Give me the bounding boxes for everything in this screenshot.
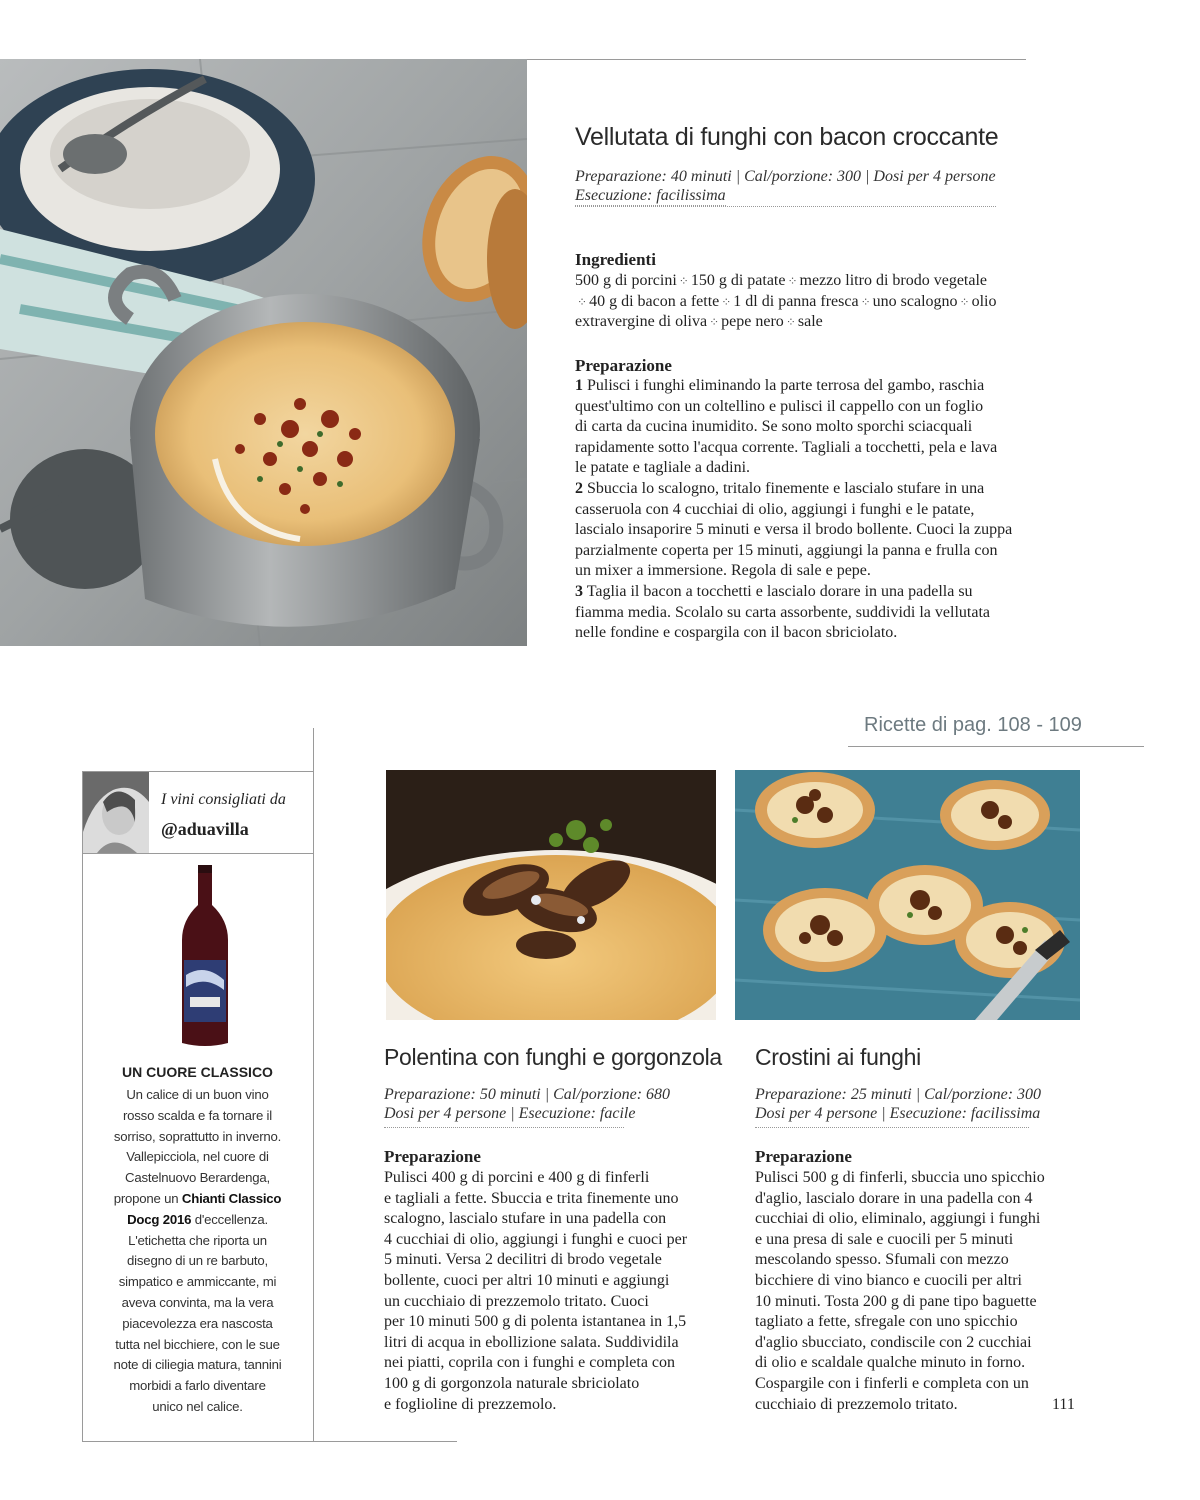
crostini-line: Cospargile con i finferli e completa con un bbox=[755, 1374, 1029, 1392]
crostini-line: di olio e scaldale qualche minuto in forno. bbox=[755, 1354, 1026, 1372]
ingredients-line-3 bbox=[575, 312, 1030, 333]
wine-description-line bbox=[82, 1085, 313, 1106]
step-text: fiamma media. Scolalo su carta assorbente, suddividi la vellutata bbox=[575, 603, 990, 621]
wine-text: sorriso, soprattutto in inverno. bbox=[113, 1128, 282, 1144]
top-recipe-meta-line1: Preparazione: 40 minuti | Cal/porzione: 300 | Dosi per 4 persone bbox=[575, 168, 996, 185]
top-recipe-title: Vellutata di funghi con bacon croccante bbox=[575, 123, 999, 151]
ingredient: 1 dl di panna fresca bbox=[733, 292, 859, 310]
ingredient: mezzo litro di brodo vegetale bbox=[799, 272, 988, 289]
wine-text: note di ciliegia matura, tannini bbox=[113, 1357, 282, 1373]
wine-text: Vallepicciola, nel cuore di bbox=[126, 1149, 269, 1165]
ingredients-heading: Ingredienti bbox=[575, 250, 656, 269]
crostini-line: 10 minuti. Tosta 200 g di pane tipo baguette bbox=[755, 1292, 1037, 1310]
page-number: 111 bbox=[1052, 1396, 1075, 1413]
avatar-portrait bbox=[83, 772, 149, 853]
crostini-line: cucchiaio di prezzemolo tritato. bbox=[755, 1395, 958, 1413]
crostini-meta-dots bbox=[755, 1123, 1029, 1128]
wine-description-line bbox=[82, 1397, 313, 1418]
crostini-line: tagliato a fette, sfregale con uno spicchio bbox=[755, 1313, 1018, 1331]
separator-icon: ⁘ bbox=[785, 315, 796, 330]
crostini-line: d'aglio sbucciato, condiscile con 2 cucchiai bbox=[755, 1333, 1032, 1351]
wine-name: Chianti Classico bbox=[181, 1190, 282, 1206]
wine-description-line bbox=[82, 1127, 313, 1148]
polentina-line: e tagliali a fette. Sbuccia e trita finemente uno bbox=[384, 1189, 679, 1207]
top-recipe-meta-line2: Esecuzione: facilissima bbox=[575, 187, 726, 204]
wine-description-line bbox=[82, 1251, 313, 1272]
wine-text: morbidi a farlo diventare bbox=[129, 1378, 266, 1394]
separator-icon: ⁘ bbox=[709, 315, 720, 330]
wine-bottle bbox=[180, 865, 230, 1047]
polentina-body bbox=[384, 1168, 724, 1415]
polentina-line: 100 g di gorgonzola naturale sbriciolato bbox=[384, 1374, 640, 1392]
polentina-line: e foglioline di prezzemolo. bbox=[384, 1395, 557, 1413]
section-rule bbox=[848, 746, 1144, 747]
crostini-illustration bbox=[735, 770, 1080, 1020]
polentina-line: 4 cucchiai di olio, aggiungi i funghi e cuoci per bbox=[384, 1230, 688, 1248]
separator-icon: ⁘ bbox=[787, 274, 798, 288]
crostini-title: Crostini ai funghi bbox=[755, 1044, 921, 1070]
polentina-line: bollente, cuoci per altri 10 minuti e aggiungi bbox=[384, 1271, 670, 1289]
polentina-title: Polentina con funghi e gorgonzola bbox=[384, 1044, 722, 1070]
crostini-meta-line1: Preparazione: 25 minuti | Cal/porzione: 300 bbox=[755, 1086, 1042, 1103]
ingredient: uno scalogno bbox=[872, 292, 958, 310]
wine-description bbox=[82, 1085, 313, 1418]
wine-name: Docg 2016 bbox=[127, 1211, 192, 1227]
wine-text: simpatico e ammiccante, mi bbox=[118, 1274, 277, 1290]
wine-description-line bbox=[82, 1147, 313, 1168]
ingredients-line-1 bbox=[575, 271, 1030, 292]
wine-text: Castelnuovo Berardenga, bbox=[125, 1170, 270, 1186]
ingredient: 500 g di porcini bbox=[575, 272, 677, 289]
step-text: rapidamente sotto l'acqua corrente. Tagliali a tocchetti, pela e lava bbox=[575, 438, 998, 456]
top-recipe-meta bbox=[575, 167, 996, 207]
polentina-line: un cucchiaio di prezzemolo tritato. Cuoci bbox=[384, 1292, 649, 1310]
wine-description-line bbox=[82, 1376, 313, 1397]
preparation-line bbox=[575, 417, 1035, 438]
crostini-photo bbox=[735, 770, 1080, 1020]
wine-text: rosso scalda e fa tornare il bbox=[122, 1107, 273, 1123]
wine-text: piacevolezza era nascosta bbox=[122, 1315, 273, 1331]
preparation-line bbox=[575, 561, 1035, 582]
preparation-line bbox=[575, 479, 1035, 500]
step-text: quest'ultimo con un coltellino e pulisci il cappello con un foglio bbox=[575, 397, 984, 415]
bottom-rule bbox=[82, 1441, 457, 1442]
preparation-line bbox=[575, 458, 1035, 479]
separator-icon: ⁘ bbox=[678, 274, 689, 288]
wine-description-line bbox=[82, 1293, 313, 1314]
crostini-meta-line2: Dosi per 4 persone | Esecuzione: facilissima bbox=[755, 1105, 1041, 1122]
polentina-photo bbox=[386, 770, 716, 1020]
wine-description-line bbox=[82, 1106, 313, 1127]
wine-text: L'etichetta che riporta un bbox=[128, 1232, 267, 1248]
wine-handle: @aduavilla bbox=[161, 819, 249, 839]
preparation-line bbox=[575, 438, 1035, 459]
preparation-line bbox=[575, 520, 1035, 541]
ingredient: sale bbox=[797, 313, 823, 331]
wine-description-line bbox=[82, 1168, 313, 1189]
polentina-meta-line2: Dosi per 4 persone | Esecuzione: facile bbox=[384, 1105, 636, 1122]
crostini-meta bbox=[755, 1085, 1042, 1128]
preparation-line bbox=[575, 603, 1035, 624]
wine-headline: UN CUORE CLASSICO bbox=[122, 1064, 273, 1080]
author-avatar bbox=[83, 772, 149, 853]
step-text: casseruola con 4 cucchiai di olio, aggiungi i funghi e le patate, bbox=[575, 500, 975, 518]
wine-text: disegno di un re barbuto, bbox=[127, 1253, 268, 1269]
polentina-line: nei piatti, coprila con i funghi e completa con bbox=[384, 1354, 676, 1372]
ingredients-list bbox=[575, 271, 1030, 333]
wine-description-line bbox=[82, 1335, 313, 1356]
preparation-steps bbox=[575, 376, 1035, 644]
polentina-preparation-heading: Preparazione bbox=[384, 1147, 481, 1166]
ingredient-olio-rest: extravergine di oliva bbox=[575, 313, 708, 331]
step-text: un mixer a immersione. Regola di sale e pepe. bbox=[575, 562, 871, 580]
preparation-line bbox=[575, 623, 1035, 644]
separator-icon: ⁘ bbox=[577, 294, 588, 309]
crostini-line: e una presa di sale e cuocili per 5 minuti bbox=[755, 1230, 1014, 1248]
step-text: Pulisci i funghi eliminando la parte terrosa del gambo, raschia bbox=[587, 377, 985, 394]
ingredients-line-2 bbox=[575, 292, 1030, 313]
step-number: 3 bbox=[575, 582, 583, 600]
step-text: le patate e tagliale a dadini. bbox=[575, 459, 751, 477]
polentina-line: scalogno, lascialo stufare in una padella con bbox=[384, 1210, 667, 1228]
wine-text: d'eccellenza. bbox=[191, 1211, 268, 1227]
wine-description-line bbox=[82, 1355, 313, 1376]
wine-bottle-image bbox=[180, 865, 230, 1047]
step-text: nelle fondine e cospargila con il bacon sbriciolato. bbox=[575, 624, 898, 642]
crostini-preparation-heading: Preparazione bbox=[755, 1147, 852, 1166]
wine-description-line bbox=[82, 1272, 313, 1293]
preparation-line bbox=[575, 582, 1035, 603]
wine-text: tutta nel bicchiere, con le sue bbox=[115, 1336, 280, 1352]
wine-text: unico nel calice. bbox=[152, 1398, 243, 1414]
soup-pot-illustration bbox=[0, 59, 527, 646]
crostini-line: d'aglio, lascialo dorare in una padella con 4 bbox=[755, 1189, 1033, 1207]
polentina-line: 5 minuti. Versa 2 decilitri di brodo vegetale bbox=[384, 1251, 662, 1269]
wine-description-line bbox=[82, 1231, 313, 1252]
separator-icon: ⁘ bbox=[860, 294, 871, 309]
preparation-line bbox=[575, 500, 1035, 521]
step-text: parzialmente coperta per 15 minuti, aggiungi la panna e frulla con bbox=[575, 541, 998, 559]
preparation-line bbox=[575, 397, 1035, 418]
ingredient: pepe nero bbox=[721, 313, 784, 331]
step-number: 2 bbox=[575, 479, 583, 497]
step-text: Taglia il bacon a tocchetti e lascialo dorare in una padella su bbox=[586, 582, 973, 600]
crostini-body bbox=[755, 1168, 1075, 1415]
polentina-line: Pulisci 400 g di porcini e 400 g di finferli bbox=[384, 1169, 650, 1186]
crostini-line: Pulisci 500 g di finferli, sbuccia uno spicchio bbox=[755, 1169, 1045, 1186]
separator-icon: ⁘ bbox=[959, 294, 970, 309]
step-text: di carta da cucina inumidito. Se sono molto sporchi sciacquali bbox=[575, 418, 973, 436]
polentina-illustration bbox=[386, 770, 716, 1020]
preparation-line bbox=[575, 541, 1035, 562]
wine-intro: I vini consigliati da bbox=[161, 791, 286, 808]
ingredient-olio-part: olio bbox=[971, 292, 997, 310]
wine-description-line bbox=[82, 1314, 313, 1335]
polentina-line: per 10 minuti 500 g di polenta istantanea in 1,5 bbox=[384, 1313, 687, 1331]
wine-text: aveva convinta, ma la vera bbox=[121, 1294, 274, 1310]
ingredient: 150 g di patate bbox=[690, 272, 786, 289]
crostini-line: bicchiere di vino bianco e cuocili per altri bbox=[755, 1271, 1022, 1289]
wine-description-line bbox=[82, 1210, 313, 1231]
polentina-line: litri di acqua in ebollizione salata. Suddividila bbox=[384, 1333, 679, 1351]
ingredient: 40 g di bacon a fette bbox=[589, 292, 720, 310]
section-label: Ricette di pag. 108 - 109 bbox=[864, 714, 1082, 736]
polentina-meta bbox=[384, 1085, 671, 1128]
step-text: lascialo insaporire 5 minuti e versa il brodo bollente. Cuoci la zuppa bbox=[575, 521, 1013, 539]
preparation-line bbox=[575, 376, 1035, 397]
wine-text: propone un bbox=[113, 1190, 182, 1206]
wine-text: Un calice di un buon vino bbox=[126, 1087, 269, 1102]
crostini-line: cucchiai di olio, eliminalo, aggiungi i funghi bbox=[755, 1210, 1041, 1228]
crostini-line: mescolando spesso. Sfumali con mezzo bbox=[755, 1251, 1009, 1269]
polentina-meta-line1: Preparazione: 50 minuti | Cal/porzione: 680 bbox=[384, 1086, 671, 1103]
sidebar-header-rule bbox=[82, 853, 313, 854]
wine-description-line bbox=[82, 1189, 313, 1210]
preparation-heading: Preparazione bbox=[575, 356, 672, 375]
separator-icon: ⁘ bbox=[721, 294, 732, 309]
step-number: 1 bbox=[575, 377, 583, 394]
soup-photo bbox=[0, 59, 527, 646]
polentina-meta-dots bbox=[384, 1123, 624, 1128]
step-text: Sbuccia lo scalogno, tritalo finemente e lascialo stufare in una bbox=[587, 479, 985, 497]
sidebar-right-rule bbox=[313, 728, 314, 1441]
